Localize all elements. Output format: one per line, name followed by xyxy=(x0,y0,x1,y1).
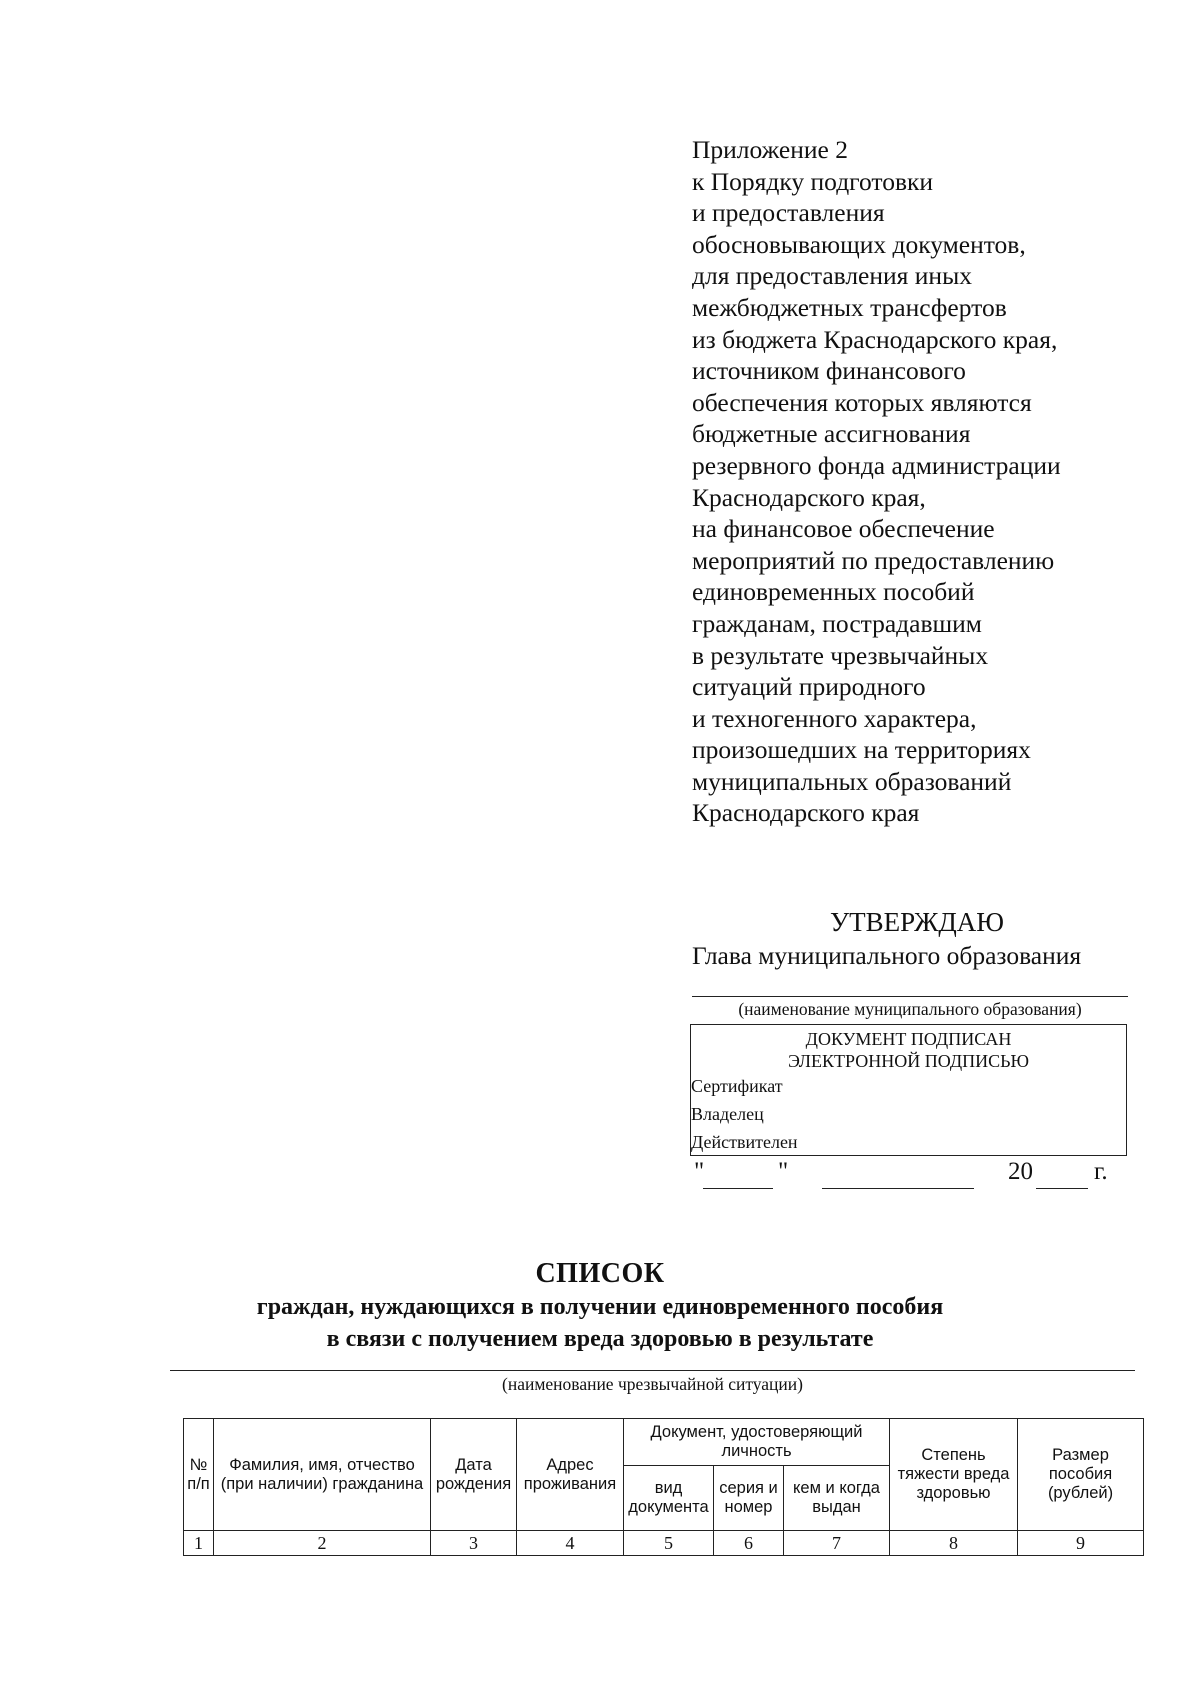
appendix-line: единовременных пособий xyxy=(692,577,975,607)
appendix-line: обосновывающих документов, xyxy=(692,229,1026,259)
table-cell: 4 xyxy=(517,1531,624,1556)
appendix-line: резервного фонда администрации xyxy=(692,450,1061,480)
table-cell: 5 xyxy=(624,1531,714,1556)
appendix-line: Краснодарского края, xyxy=(692,482,926,512)
emergency-caption: (наименование чрезвычайной ситуации) xyxy=(502,1374,803,1394)
appendix-line: обеспечения которых являются xyxy=(692,387,1032,417)
stamp-valid-label: Действителен xyxy=(691,1132,798,1152)
appendix-line: гражданам, пострадавшим xyxy=(692,608,982,638)
stamp-certificate-label: Сертификат xyxy=(691,1076,783,1096)
emergency-name-line xyxy=(170,1370,1135,1371)
appendix-line: бюджетные ассигнования xyxy=(692,419,971,449)
document-subtitle-line2: в связи с получением вреда здоровью в результате xyxy=(326,1326,874,1352)
electronic-signature-stamp xyxy=(690,1024,1127,1156)
date-quote-close: " xyxy=(778,1158,789,1185)
date-year-line xyxy=(1036,1188,1088,1189)
stamp-owner-label: Владелец xyxy=(691,1104,764,1124)
approval-role: Глава муниципального образования xyxy=(692,941,1082,970)
appendix-line: мероприятий по предоставлению xyxy=(692,545,1055,575)
appendix-line: для предоставления иных xyxy=(692,261,972,291)
appendix-line: Приложение 2 xyxy=(692,135,848,164)
appendix-line: ситуаций природного xyxy=(692,672,926,702)
table-cell: 6 xyxy=(714,1531,784,1556)
approval-title: УТВЕРЖДАЮ xyxy=(829,907,1005,937)
table-cell: 9 xyxy=(1018,1531,1144,1556)
document-subtitle-line1: граждан, нуждающихся в получении единовременного пособия xyxy=(256,1294,944,1320)
header-severity: Степень тяжести вреда здоровью xyxy=(890,1419,1018,1531)
appendix-line: муниципальных образований xyxy=(692,766,1012,796)
table-cell: 1 xyxy=(184,1531,214,1556)
header-birth-date: Дата рождения xyxy=(431,1419,517,1531)
header-address: Адрес проживания xyxy=(517,1419,624,1531)
appendix-line: Краснодарского края xyxy=(692,798,920,828)
date-quote-open: " xyxy=(694,1158,705,1185)
appendix-line: и техногенного характера, xyxy=(692,703,977,733)
appendix-line: межбюджетных трансфертов xyxy=(692,292,1007,322)
appendix-block xyxy=(692,134,1152,829)
header-num: № п/п xyxy=(184,1419,214,1531)
table-cell: 2 xyxy=(214,1531,431,1556)
date-year-prefix: 20 xyxy=(1008,1158,1033,1185)
appendix-line: и предоставления xyxy=(692,198,885,228)
header-amount: Размер пособия (рублей) xyxy=(1018,1419,1144,1531)
header-doc-series: серия и номер xyxy=(714,1466,784,1531)
table-column-numbers-row xyxy=(184,1531,1144,1556)
appendix-line: к Порядку подготовки xyxy=(692,166,934,196)
header-identity-document: Документ, удостоверяющий личность xyxy=(624,1419,890,1466)
stamp-heading-2: ЭЛЕКТРОННОЙ ПОДПИСЬЮ xyxy=(788,1051,1029,1071)
appendix-line: на финансовое обеспечение xyxy=(692,514,995,544)
municipality-name-line xyxy=(692,996,1128,997)
date-month-line xyxy=(822,1188,974,1189)
header-doc-type: вид документа xyxy=(624,1466,714,1531)
appendix-line: произошедших на территориях xyxy=(692,735,1031,765)
document-title: СПИСОК xyxy=(535,1258,665,1289)
appendix-line: в результате чрезвычайных xyxy=(692,640,989,670)
header-doc-issued: кем и когда выдан xyxy=(784,1466,890,1531)
appendix-line: источником финансового xyxy=(692,356,966,386)
table-cell: 3 xyxy=(431,1531,517,1556)
table-cell: 8 xyxy=(890,1531,1018,1556)
table-header-row xyxy=(184,1419,1144,1466)
date-year-suffix: г. xyxy=(1094,1158,1108,1185)
citizens-table xyxy=(183,1418,1144,1556)
header-name: Фамилия, имя, отчество (при наличии) гражданина xyxy=(214,1419,431,1531)
stamp-heading-1: ДОКУМЕНТ ПОДПИСАН xyxy=(805,1029,1012,1049)
date-day-line xyxy=(703,1188,773,1189)
appendix-line: из бюджета Краснодарского края, xyxy=(692,324,1058,354)
table-cell: 7 xyxy=(784,1531,890,1556)
municipality-caption: (наименование муниципального образования) xyxy=(738,999,1082,1019)
